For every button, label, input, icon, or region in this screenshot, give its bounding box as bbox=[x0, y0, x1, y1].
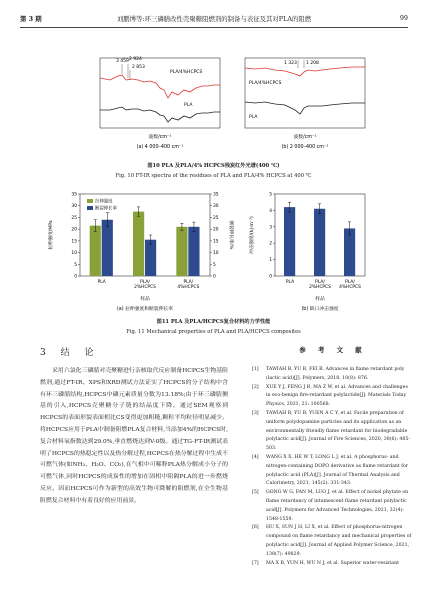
bar bbox=[344, 228, 355, 276]
legend-swatch bbox=[87, 206, 93, 210]
issue-number: 第 3 期 bbox=[20, 15, 42, 23]
bar bbox=[90, 226, 101, 276]
conclusion-paragraph: 采用六氯化三磷腈对壳聚糖进行亲核取代反应制备HCPCS生物基阻燃剂,通过FT-IR、XPS和XRD测试方法证实了HCPCS的分子结构中含有环三磷腈结构,HCPCS中磷元素质量分数为13.18%;由于环三磷腈侧基的引入,HCPCS壳聚糖分子链的结晶度下降。通过SEM观察到HCPCS的表面形貌表面相比CS变得更加粗糙,颗粒平均粒径明显减少。将HCPCS应用于PLA中制备阻燃PLA复合材料,当添加4%的HCPCS时,复合材料氧指数达到29.0%,垂直燃烧达到V-0级。通过TG-FT-IR测试表明了HCPCS的热稳定性以及热分解过程,HCPCS在热分解过程中生成不可燃气体(如NH₃、H₂O、CO₂),在气相中可稀释PLA热分解成小分子的可燃气体,同时HCPCS的成炭性的增加在固相中阻隔PLA的进一步燃烧反应。因而HCPCS可作为新型的高效生物可降解的阻燃剂,在全生物基阻燃复合材料中有着良好的应用前景。 bbox=[40, 368, 228, 504]
fig11a-xlabel: 样品 bbox=[140, 297, 150, 302]
fig10a-xlabel: 波数/cm⁻¹ bbox=[148, 135, 172, 140]
running-header bbox=[20, 14, 408, 26]
fig10a-peak-label: 3 459 bbox=[116, 59, 129, 64]
reference-number: [1] bbox=[252, 367, 259, 372]
y2-tick-label: 0 bbox=[213, 274, 216, 280]
x-tick-label: PLA bbox=[97, 280, 106, 285]
fig10b-sublabel: (b) 2 000–400 cm⁻¹ bbox=[281, 145, 329, 150]
fig10b-xlabel: 波数/cm⁻¹ bbox=[293, 135, 317, 140]
reference-text: TAWIAH B, YU B, YUEN A C Y, et al. Facile preparation of uniform polydopamine particles and its application as an environmentally friendly flame retardant for biodegradable polylactic acid[J]. Journal of Fire Sciences, 2020, 38(6): 485-503. bbox=[266, 410, 410, 452]
x-tick-label: PLA/ bbox=[140, 280, 150, 285]
x-tick-label: 2%HCPCS bbox=[134, 285, 156, 290]
fig10a-series-label: PLA bbox=[184, 103, 193, 108]
y-tick-label: 2 bbox=[269, 241, 272, 247]
fig10-caption-cn: 图10 PLA 及PLA/4% HCPCS残炭红外光谱(400 ℃) bbox=[147, 163, 280, 169]
figure-11-mechanical bbox=[40, 188, 380, 316]
fig10-caption-en: Fig. 10 FT-IR spectra of the residues of PLA and PLA/4% HCPCS at 400 ℃ bbox=[115, 173, 312, 179]
fig11a-sublabel: (a) 拉伸强度和断裂伸长率 bbox=[116, 307, 174, 312]
fig11-caption-cn: 图11 PLA 及PLA/HCPCS复合材料的力学性能 bbox=[156, 319, 271, 325]
y-tick-label: 0 bbox=[74, 274, 77, 280]
bar bbox=[176, 227, 187, 276]
reference-number: [6] bbox=[252, 525, 259, 531]
fig10a-peak-label: 2 924 bbox=[129, 57, 142, 62]
fig11a-y2label: 断裂伸长率/% bbox=[228, 220, 233, 250]
bar bbox=[284, 207, 295, 276]
figure-10-ftir bbox=[60, 40, 380, 165]
reference-text: HU X, SUN J H, LI X, et al. Effect of phosphorus-nitrogen compound on flame retardancy and mechanical properties of polylactic acid[J]. Journal of Applied Polymer Science, 2021, 138(7): 49829. bbox=[266, 525, 412, 557]
x-tick-label: PLA/ bbox=[345, 280, 355, 285]
reference-text: TAWIAH B, YU B, FEI B. Advances in flame retardant poly (lactic acid)[J]. Polymers, 2018, 10(8): 876. bbox=[266, 367, 405, 381]
fig10b-series-pla bbox=[245, 102, 365, 114]
legend-label: 拉伸强度 bbox=[95, 199, 113, 205]
fig10a-frame bbox=[100, 58, 220, 128]
fig10a-series-pla bbox=[100, 107, 220, 122]
y-tick-label: 5 bbox=[269, 192, 272, 198]
y-tick-label: 0 bbox=[269, 274, 272, 280]
running-title: 刘鹏博等:环三磷腈改性壳聚糖阻燃剂的制备与表征及其对PLA的阻燃 bbox=[116, 15, 312, 23]
y-tick-label: 3 bbox=[269, 225, 272, 231]
legend-label: 断裂伸长率 bbox=[95, 206, 117, 212]
reference-number: [2] bbox=[252, 384, 259, 390]
reference-text: XUE Y J, FENG J B, MA Z W, et al. Advances and challenges in eco-benign fire-retardant polylactide[J]. Materials Today Physics, 2021, 21: 100568. bbox=[266, 384, 408, 408]
x-tick-label: PLA/ bbox=[183, 280, 194, 285]
reference-item bbox=[252, 366, 412, 384]
reference-number: [5] bbox=[252, 490, 259, 496]
reference-item bbox=[252, 560, 412, 569]
fig10b-peak-label: 1 208 bbox=[306, 61, 319, 66]
fig10-panel-a bbox=[100, 56, 220, 150]
fig10a-series-pla-hcpcs bbox=[100, 75, 220, 98]
reference-text: GONG W G, FAN M, LUO J, et al. Effect of nickel phytate on flame retardancy of intumescent flame retardant polylactic acid[J]. Polymers for Advanced Technologies, 2021, 32(4): 1548-1559. bbox=[266, 490, 409, 522]
y2-tick-label: 10 bbox=[213, 251, 219, 257]
y-tick-label: 30 bbox=[71, 204, 77, 210]
bar bbox=[314, 209, 325, 276]
bar bbox=[133, 212, 144, 276]
fig10b-peak-label: 1 323 bbox=[284, 61, 297, 66]
references-list bbox=[252, 366, 412, 568]
fig10a-sublabel: (a) 4 000–400 cm⁻¹ bbox=[136, 145, 184, 150]
bar bbox=[102, 220, 113, 276]
fig11a-ylabel: 拉伸强度/MPa bbox=[49, 220, 54, 250]
y-tick-label: 20 bbox=[71, 227, 77, 233]
reference-item bbox=[252, 454, 412, 489]
fig10-panel-b bbox=[245, 58, 365, 150]
y-tick-label: 5 bbox=[74, 262, 77, 268]
y2-tick-label: 20 bbox=[213, 227, 219, 233]
header-rule bbox=[20, 27, 408, 28]
fig11-panel-a bbox=[47, 192, 235, 313]
y2-tick-label: 15 bbox=[213, 239, 219, 245]
reference-number: [7] bbox=[252, 560, 259, 566]
x-tick-label: 4%HCPCS bbox=[339, 285, 361, 290]
y2-tick-label: 35 bbox=[213, 192, 219, 198]
bar bbox=[188, 227, 199, 276]
fig11a-legend bbox=[87, 198, 118, 212]
section-heading bbox=[40, 345, 99, 358]
y-tick-label: 35 bbox=[71, 192, 77, 198]
fig11b-sublabel: (b) 缺口冲击强度 bbox=[301, 307, 339, 312]
fig10b-series-label: PLA bbox=[249, 115, 258, 120]
y-tick-label: 10 bbox=[71, 251, 77, 257]
x-tick-label: 4%HCPCS bbox=[177, 285, 200, 290]
fig10b-series-pla-hcpcs bbox=[245, 67, 365, 76]
x-tick-label: 2%HCPCS bbox=[309, 285, 331, 290]
section-number: 3 bbox=[40, 348, 52, 358]
x-tick-label: PLA bbox=[285, 280, 295, 285]
fig11b-ylabel: 冲击强度/(kJ·m⁻²) bbox=[250, 216, 255, 254]
y2-tick-label: 25 bbox=[213, 215, 219, 221]
y-tick-label: 25 bbox=[71, 215, 77, 221]
section-title: 结 论 bbox=[60, 348, 100, 358]
reference-item bbox=[252, 384, 412, 410]
reference-item bbox=[252, 489, 412, 524]
fig11-panel-b bbox=[248, 192, 365, 313]
y-tick-label: 15 bbox=[71, 239, 77, 245]
legend-swatch bbox=[87, 199, 93, 203]
fig11b-xlabel: 样品 bbox=[315, 297, 325, 302]
y2-tick-label: 5 bbox=[213, 262, 216, 268]
y-tick-label: 1 bbox=[269, 258, 272, 264]
fig10a-series-label: PLA/4%HCPCS bbox=[170, 70, 203, 75]
x-tick-label: PLA/ bbox=[315, 280, 325, 285]
reference-item bbox=[252, 524, 412, 559]
page-number: 99 bbox=[399, 14, 408, 22]
reference-number: [4] bbox=[252, 454, 259, 460]
y2-tick-label: 30 bbox=[213, 204, 219, 210]
reference-text: WANG X X, HE W T, LONG L J, et al. A phosphorus- and nitrogen-containing DOPO derivative as flame retardant for polylactic acid (PLA)[J]. Journal of Thermal Analysis and Calorimetry, 2021, 145(2): 331-343. bbox=[266, 454, 409, 487]
fig10a-peak-label: 2 853 bbox=[132, 65, 145, 70]
y-tick-label: 4 bbox=[269, 208, 272, 214]
reference-item bbox=[252, 410, 412, 454]
fig10b-series-label: PLA/4%HCPCS bbox=[249, 81, 282, 86]
reference-number: [3] bbox=[252, 410, 259, 416]
fig11-caption-en: Fig. 11 Mechanical properties of PLA and PLA/HCPCS composites bbox=[126, 329, 301, 335]
bar bbox=[145, 240, 156, 276]
reference-text: MA X B, YUN H, WU N J, et al. Superior water-resistant bbox=[266, 560, 399, 566]
references-heading: 参 考 文 献 bbox=[299, 346, 367, 354]
